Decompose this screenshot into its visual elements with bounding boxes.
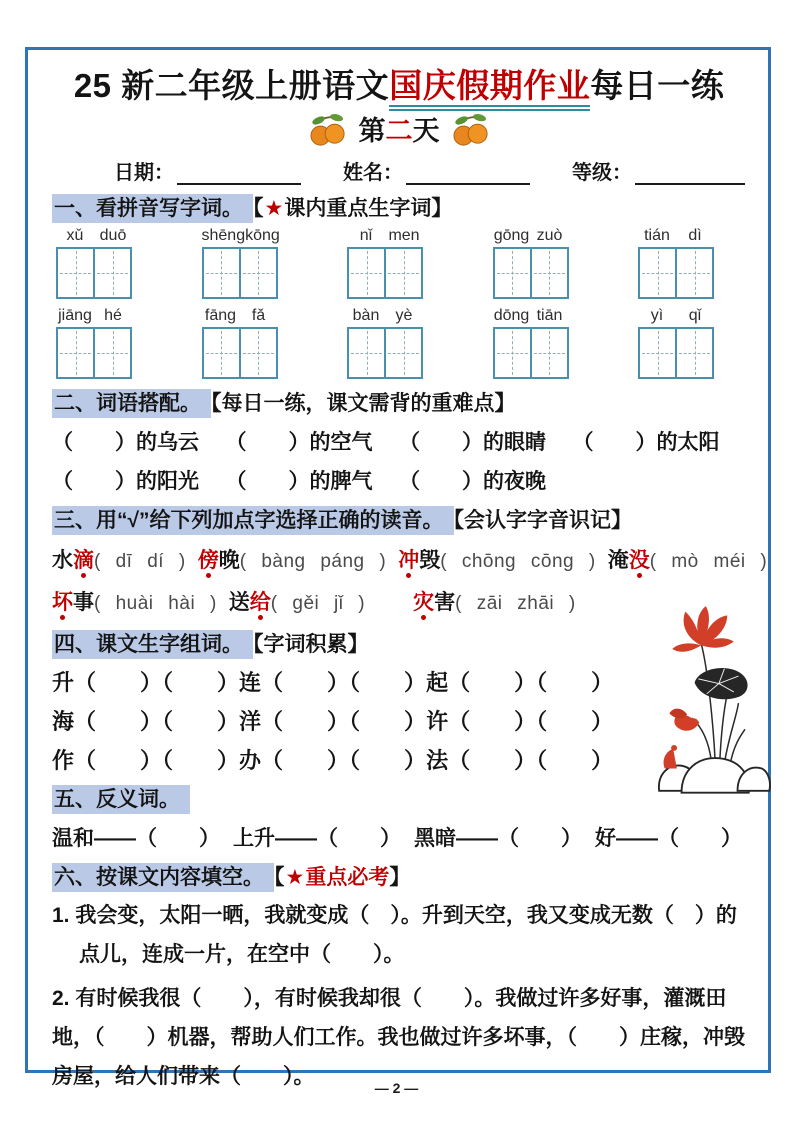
word-formation-item: 办（ ）（ ） bbox=[239, 748, 427, 773]
pinyin-writing-group bbox=[493, 307, 569, 379]
section-2-note: 【每日一练，课文需背的重难点】 bbox=[211, 392, 516, 415]
pinyin-writing-group bbox=[638, 227, 714, 299]
blank-parens: ——（ ） bbox=[616, 827, 742, 850]
dotted-char: 给 bbox=[249, 591, 271, 614]
writing-grid-box bbox=[202, 247, 278, 299]
pinyin-options: ( bàng páng ) bbox=[239, 551, 387, 572]
pinyin-writing-group bbox=[202, 227, 278, 299]
pinyin-label: nǐ men bbox=[359, 227, 420, 244]
section-4-note: 【字词积累】 bbox=[253, 633, 369, 656]
pinyin-row-1 bbox=[52, 227, 746, 299]
title-part-1: 25 新二年级上册语文 bbox=[73, 67, 390, 104]
blank-parens: （ ）（ ） bbox=[261, 748, 427, 773]
phonetic-choice-item: 灾害( zāi zhāi ) bbox=[413, 591, 576, 614]
section-5-header bbox=[52, 783, 746, 813]
blank-parens: ——（ ） bbox=[456, 827, 582, 850]
pinyin-label: jiāng hé bbox=[58, 307, 122, 324]
pinyin-options: ( huài hài ) bbox=[94, 593, 217, 614]
pinyin-writing-group bbox=[638, 307, 714, 379]
blank-parens: （ ）（ ） bbox=[448, 709, 614, 734]
dotted-char: 坏 bbox=[52, 591, 73, 614]
phonetic-choice-item: 傍晚( bàng páng ) bbox=[197, 549, 387, 572]
writing-grid-box bbox=[347, 327, 423, 379]
word-match-row-2 bbox=[52, 465, 746, 495]
tangerine-icon bbox=[450, 111, 492, 147]
pinyin-label: xǔ duō bbox=[66, 227, 127, 244]
word-formation-item: 起（ ）（ ） bbox=[426, 670, 614, 695]
pinyin-options: ( chōng cōng ) bbox=[440, 551, 596, 572]
fill-text-paragraph-2: 2. 有时候我很（ ），有时候我却很（ ）。我做过许多好事，灌溉田地，（ ）机器，帮助人们工作。我也做过许多坏事，（ ）庄稼，冲毁房屋，给人们带来（ ）。 bbox=[52, 987, 745, 1088]
grade-field: 等级： bbox=[572, 156, 745, 185]
antonym-item: 温和——（ ） bbox=[52, 827, 220, 850]
section-3-title: 三、用“√”给下列加点字选择正确的读音。 bbox=[52, 506, 454, 535]
writing-grid-box bbox=[56, 327, 132, 379]
section-2-header bbox=[52, 387, 746, 417]
blank-parens: ——（ ） bbox=[275, 827, 401, 850]
blank-parens: （ ） bbox=[225, 431, 310, 454]
blank-parens: （ ）（ ） bbox=[74, 709, 240, 734]
word-formation-item: 升（ ）（ ） bbox=[52, 670, 240, 695]
blank-parens: ——（ ） bbox=[94, 827, 220, 850]
pinyin-writing-group bbox=[56, 227, 132, 299]
info-line bbox=[114, 156, 746, 185]
name-blank-line bbox=[406, 163, 530, 185]
day-label: 第二天 bbox=[358, 116, 440, 146]
fill-blank-item: （ ）的空气 bbox=[225, 431, 373, 454]
dotted-char: 滴 bbox=[73, 549, 94, 572]
pinyin-label: tián dì bbox=[644, 227, 702, 244]
pinyin-writing-group bbox=[202, 307, 278, 379]
word-formation-row bbox=[52, 705, 614, 736]
page-title bbox=[52, 60, 746, 107]
section-6-header bbox=[52, 861, 746, 891]
dotted-char: 傍 bbox=[197, 549, 219, 572]
fill-blank-item: （ ）的阳光 bbox=[52, 470, 199, 493]
antonym-item: 好——（ ） bbox=[595, 827, 742, 850]
blank-parens: （ ） bbox=[52, 470, 136, 493]
blank-parens: （ ）（ ） bbox=[261, 709, 427, 734]
section-1-note: 【★课内重点生字词】 bbox=[253, 197, 453, 220]
pinyin-writing-group bbox=[347, 227, 423, 299]
word-formation-item: 作（ ）（ ） bbox=[52, 748, 240, 773]
word-formation-block bbox=[52, 666, 746, 775]
writing-grid-box bbox=[638, 247, 714, 299]
antonym-item: 上升——（ ） bbox=[233, 827, 401, 850]
phonetic-row-2 bbox=[52, 586, 746, 616]
blank-parens: （ ） bbox=[399, 470, 483, 493]
dotted-char: 没 bbox=[628, 549, 650, 572]
writing-grid-box bbox=[347, 247, 423, 299]
page-number: — 2 — bbox=[374, 1080, 419, 1096]
star-icon: ★ bbox=[264, 197, 284, 220]
section-3-header bbox=[52, 504, 746, 534]
phonetic-choice-item: 送给( gěi jǐ ) bbox=[228, 591, 366, 614]
word-formation-row bbox=[52, 744, 614, 775]
tangerine-icon bbox=[307, 111, 349, 147]
section-6-note: 【★重点必考】 bbox=[274, 866, 411, 889]
word-formation-item: 法（ ）（ ） bbox=[426, 748, 614, 773]
date-field: 日期： bbox=[114, 156, 301, 185]
antonym-row bbox=[52, 822, 746, 852]
word-match-row-1 bbox=[52, 426, 746, 456]
star-icon: ★ bbox=[285, 866, 305, 889]
section-6-title: 六、按课文内容填空。 bbox=[52, 863, 274, 892]
section-3-note: 【会认字字音识记】 bbox=[453, 509, 633, 532]
writing-grid-box bbox=[56, 247, 132, 299]
word-formation-item: 洋（ ）（ ） bbox=[239, 709, 427, 734]
blank-parens: （ ）（ ） bbox=[74, 670, 240, 695]
fill-text-paragraph-1: 1. 我会变，太阳一晒，我就变成（ ）。升到天空，我又变成无数（ ）的点儿，连成一片，在空中（ ）。 bbox=[52, 904, 737, 966]
blank-parens: （ ）（ ） bbox=[74, 748, 240, 773]
pinyin-label: bàn yè bbox=[352, 307, 413, 324]
blank-parens: （ ）（ ） bbox=[448, 748, 614, 773]
pinyin-label: dōng tiān bbox=[493, 307, 563, 324]
fill-blank-item: （ ）的眼睛 bbox=[399, 431, 546, 454]
blank-parens: （ ）（ ） bbox=[261, 670, 427, 695]
pinyin-label: yì qǐ bbox=[650, 307, 702, 324]
title-highlight: 国庆假期作业 bbox=[389, 67, 590, 111]
pinyin-options: ( dī dí ) bbox=[94, 551, 186, 572]
blank-parens: （ ） bbox=[572, 431, 657, 454]
pinyin-label: fāng fǎ bbox=[204, 307, 266, 324]
title-part-2: 每日一练 bbox=[590, 67, 725, 104]
pinyin-options: ( gěi jǐ ) bbox=[270, 593, 366, 614]
blank-parens: （ ） bbox=[399, 431, 483, 454]
pinyin-writing-group bbox=[493, 227, 569, 299]
dotted-char: 冲 bbox=[398, 549, 420, 572]
fill-blank-item: （ ）的乌云 bbox=[52, 431, 199, 454]
pinyin-label: shēng kōng bbox=[201, 227, 280, 244]
pinyin-writing-group bbox=[347, 307, 423, 379]
fill-blank-item: （ ）的夜晚 bbox=[399, 470, 546, 493]
phonetic-choice-item: 坏事( huài hài ) bbox=[52, 591, 217, 614]
phonetic-choice-item: 淹没( mò méi ) bbox=[607, 549, 768, 572]
blank-parens: （ ） bbox=[225, 470, 310, 493]
phonetic-choice-item: 水滴( dī dí ) bbox=[52, 549, 186, 572]
pinyin-options: ( zāi zhāi ) bbox=[455, 593, 576, 614]
section-2-title: 二、词语搭配。 bbox=[52, 389, 211, 418]
pinyin-row-2 bbox=[52, 307, 746, 379]
writing-grid-box bbox=[493, 327, 569, 379]
section-4-title: 四、课文生字组词。 bbox=[52, 630, 253, 659]
phonetic-row-1 bbox=[52, 544, 768, 574]
word-formation-item: 海（ ）（ ） bbox=[52, 709, 240, 734]
dotted-char: 灾 bbox=[413, 591, 435, 614]
grade-blank-line bbox=[635, 163, 745, 185]
page-border-frame bbox=[25, 47, 771, 1088]
section-1-title: 一、看拼音写字词。 bbox=[52, 194, 253, 223]
writing-grid-box bbox=[638, 327, 714, 379]
antonym-item: 黑暗——（ ） bbox=[414, 827, 582, 850]
day-subtitle bbox=[52, 109, 746, 148]
pinyin-label: gōng zuò bbox=[493, 227, 563, 244]
date-blank-line bbox=[177, 163, 301, 185]
section-5-title: 五、反义词。 bbox=[52, 785, 190, 814]
fill-blank-item: （ ）的脾气 bbox=[225, 470, 373, 493]
writing-grid-box bbox=[202, 327, 278, 379]
section-1-header bbox=[52, 192, 746, 222]
word-formation-item: 连（ ）（ ） bbox=[239, 670, 427, 695]
phonetic-choice-item: 冲毁( chōng cōng ) bbox=[398, 549, 596, 572]
writing-grid-box bbox=[493, 247, 569, 299]
pinyin-options: ( mò méi ) bbox=[649, 551, 768, 572]
fill-blank-item: （ ）的太阳 bbox=[572, 431, 720, 454]
word-formation-item: 许（ ）（ ） bbox=[426, 709, 614, 734]
blank-parens: （ ） bbox=[52, 431, 136, 454]
word-formation-row bbox=[52, 666, 614, 697]
name-field: 姓名： bbox=[343, 156, 530, 185]
section-4-header bbox=[52, 628, 746, 658]
blank-parens: （ ）（ ） bbox=[448, 670, 614, 695]
pinyin-writing-group bbox=[56, 307, 132, 379]
